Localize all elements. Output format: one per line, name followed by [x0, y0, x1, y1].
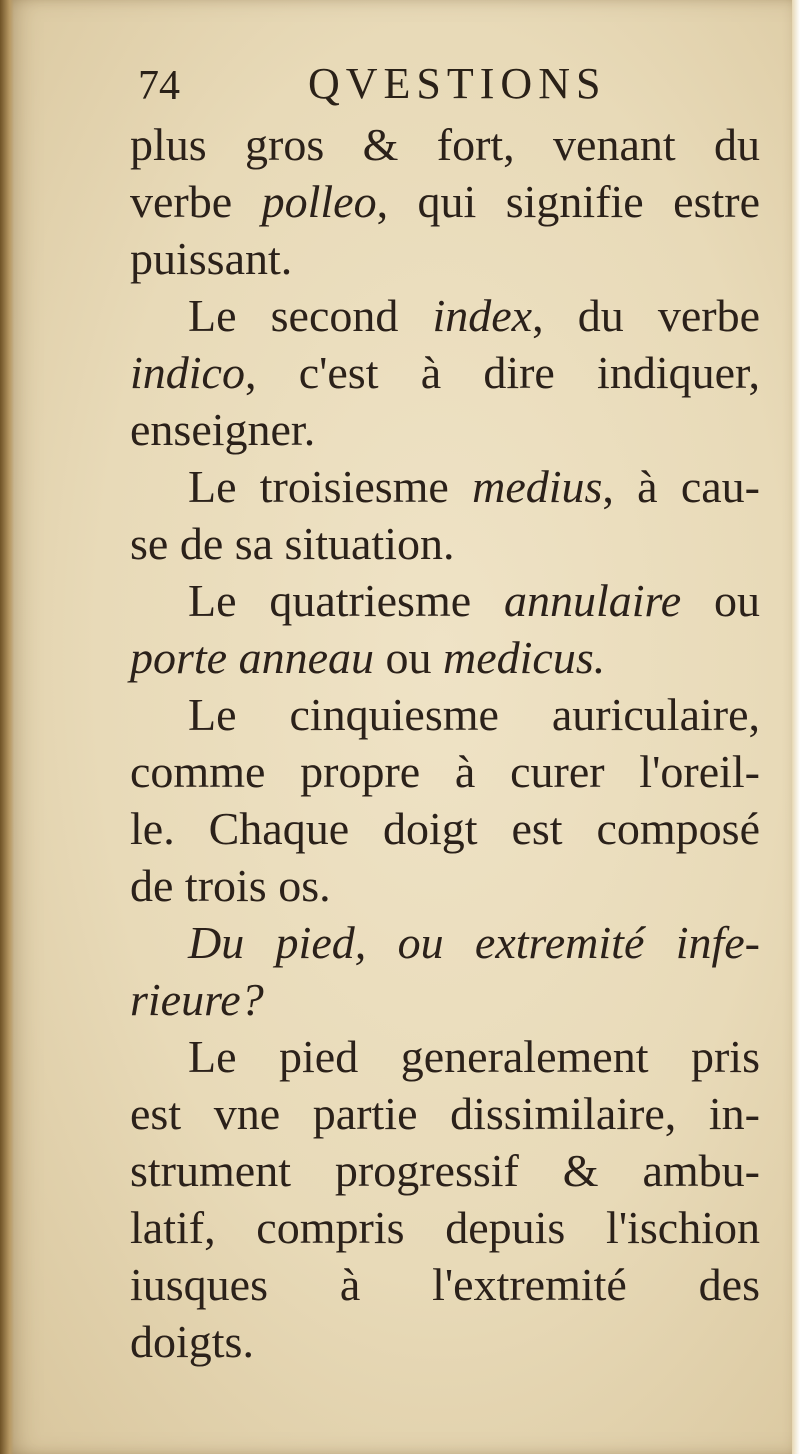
text-segment: doigts. — [130, 1316, 254, 1367]
question-line — [130, 971, 760, 1028]
italic-term: annulaire — [504, 575, 682, 626]
text-line — [130, 230, 760, 287]
text-segment: enseigner. — [130, 404, 316, 455]
text-segment: , du verbe — [532, 290, 760, 341]
text-line — [130, 572, 760, 629]
italic-term: medius — [472, 461, 603, 512]
body-text — [130, 116, 760, 1370]
question-line — [130, 914, 760, 971]
text-line — [130, 173, 760, 230]
text-segment: , c'est à dire indiquer, — [244, 347, 760, 398]
text-segment: de trois os. — [130, 860, 331, 911]
page-edge — [792, 0, 800, 1454]
italic-term: rieure? — [130, 974, 264, 1025]
text-segment: est vne partie dissimilaire, in- — [130, 1088, 760, 1139]
book-spine-shadow — [0, 0, 14, 1454]
italic-term: porte anneau — [130, 632, 375, 683]
text-segment: Le quatriesme — [188, 575, 504, 626]
page-number: 74 — [138, 63, 180, 109]
text-segment: verbe — [130, 176, 262, 227]
text-segment: le. Chaque doigt est composé — [130, 803, 760, 854]
text-segment: ou — [374, 632, 444, 683]
text-segment: , qui signifie estre — [376, 176, 760, 227]
text-segment: se de sa situation. — [130, 518, 455, 569]
text-segment: puissant. — [130, 233, 293, 284]
text-line — [130, 686, 760, 743]
text-segment: Le troisiesme — [188, 461, 473, 512]
page-header — [138, 58, 658, 118]
text-line — [130, 515, 760, 572]
text-line — [130, 1028, 760, 1085]
text-segment: Le cinquiesme auriculaire, — [188, 689, 760, 740]
italic-term: polleo — [261, 176, 377, 227]
italic-term: index — [432, 290, 533, 341]
text-line — [130, 1199, 760, 1256]
text-segment: Le pied generalement pris — [188, 1031, 760, 1082]
italic-term: medicus. — [443, 632, 606, 683]
text-line — [130, 1142, 760, 1199]
text-line — [130, 1256, 760, 1313]
running-title: QVESTIONS — [308, 59, 607, 108]
text-segment: Le second — [188, 290, 433, 341]
text-segment: ou — [681, 575, 761, 626]
text-line — [130, 116, 760, 173]
text-line — [130, 629, 760, 686]
text-segment: strument progressif & ambu- — [130, 1145, 760, 1196]
text-line — [130, 344, 760, 401]
text-segment: , à cau- — [602, 461, 760, 512]
text-line — [130, 857, 760, 914]
italic-term: Du pied, ou extremité infe- — [188, 917, 760, 968]
text-line — [130, 1313, 760, 1370]
text-line — [130, 743, 760, 800]
text-line — [130, 800, 760, 857]
text-segment: iusques à l'extremité des — [130, 1259, 760, 1310]
italic-term: indico — [130, 347, 245, 398]
text-line — [130, 1085, 760, 1142]
text-segment: latif, compris depuis l'ischion — [130, 1202, 760, 1253]
text-segment: comme propre à curer l'oreil- — [130, 746, 760, 797]
text-segment: plus gros & fort, venant du — [130, 119, 760, 170]
text-line — [130, 287, 760, 344]
text-line — [130, 458, 760, 515]
text-line — [130, 401, 760, 458]
